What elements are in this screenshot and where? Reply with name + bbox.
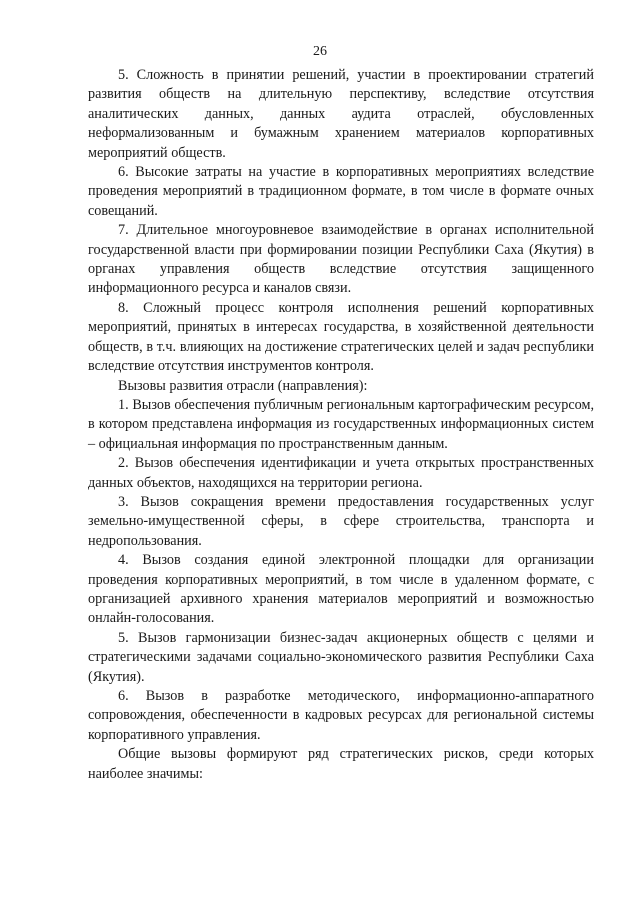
paragraph-challenge-cartographic: 1. Вызов обеспечения публичным региональным картографическим ресурсом, в котором представлена информация из государственных информационных систем – официальная информация по пространственным данным.: [88, 396, 594, 452]
page-body: [88, 66, 594, 784]
paragraph-high-costs: 6. Высокие затраты на участие в корпоративных мероприятиях вследствие проведения мероприятий в традиционном формате, в том числе в формате очных совещаний.: [88, 164, 594, 219]
paragraph-challenges-heading: Вызовы развития отрасли (направления):: [118, 377, 368, 394]
paragraph-control-process: 8. Сложный процесс контроля исполнения решений корпоративных мероприятий, принятых в интересах государства, в хозяйственной деятельности обществ, в т.ч. влияющих на достижение стратегических целей и задач республики вследствие отсутствия инструментов контроля.: [88, 299, 594, 375]
paragraph-challenge-harmonization: 5. Вызов гармонизации бизнес-задач акционерных обществ с целями и стратегическими задачами социально-экономического развития Республики Саха (Якутия).: [88, 629, 594, 685]
paragraph-difficulty-decisions: 5. Сложность в принятии решений, участии в проектировании стратегий развития обществ на длительную перспективу, вследствие отсутствия аналитических данных, данных аудита отраслей, обусловленных неформализованным и бумажным хранением материалов корпоративных мероприятий обществ.: [88, 67, 594, 161]
paragraph-challenge-electronic-platform: 4. Вызов создания единой электронной площадки для организации проведения корпоративных мероприятий, в том числе в удаленном формате, с организацией архивного хранения материалов мероприятий и возможностью онлайн-голосования.: [88, 552, 594, 627]
paragraph-strategic-risks: Общие вызовы формируют ряд стратегических рисков, среди которых наиболее значимы:: [88, 746, 594, 782]
paragraph-challenge-methodical-support: 6. Вызов в разработке методического, информационно-аппаратного сопровождения, обеспеченности в кадровых ресурсах для региональной системы корпоративного управления.: [88, 688, 594, 743]
paragraph-challenge-services-time: 3. Вызов сокращения времени предоставления государственных услуг земельно-имущественной сферы, в сфере строительства, транспорта и недропользования.: [88, 493, 594, 549]
page-number: 26: [313, 44, 327, 59]
paragraph-long-interaction: 7. Длительное многоуровневое взаимодействие в органах исполнительной государственной власти при формировании позиции Республики Саха (Якутия) в органах управления обществ вследствие отсутствия защищенного информационного ресурса и каналов связи.: [88, 222, 594, 297]
paragraph-challenge-identification: 2. Вызов обеспечения идентификации и учета открытых пространственных данных объектов, находящихся на территории региона.: [88, 455, 594, 491]
